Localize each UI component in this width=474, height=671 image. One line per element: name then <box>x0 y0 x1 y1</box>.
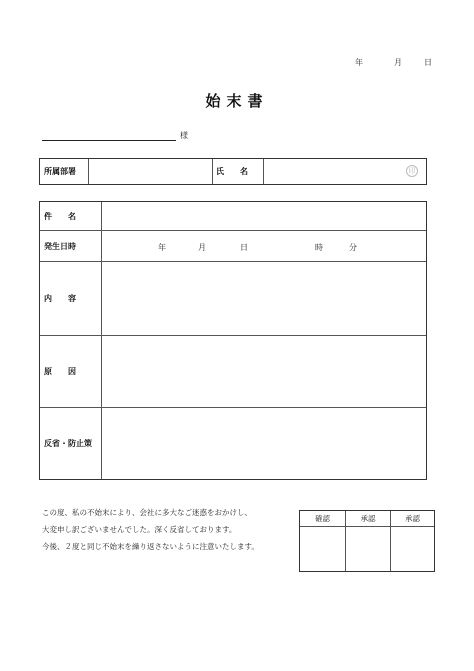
occurred-year-label: 年 <box>158 243 166 252</box>
addressee-field[interactable] <box>42 140 176 141</box>
reflection-field[interactable] <box>102 408 426 479</box>
occurred-month-label: 月 <box>198 243 206 252</box>
reflection-label <box>44 408 100 479</box>
cause-field[interactable] <box>102 336 426 407</box>
addressee-suffix: 様 <box>180 131 188 140</box>
approval-stamp-confirm[interactable] <box>300 527 345 571</box>
name-field[interactable] <box>264 159 426 184</box>
name-label <box>216 159 260 184</box>
report-table <box>39 201 427 480</box>
approval-header-approve-2: 承認 <box>405 514 420 523</box>
approval-stamp-approve-1[interactable] <box>346 527 390 571</box>
name-label-text: 氏 名 <box>216 167 248 176</box>
occurred-label-text: 発生日時 <box>44 241 76 251</box>
occurred-field[interactable] <box>102 231 426 261</box>
cause-label <box>44 336 98 407</box>
reflection-label-text: 反省・防止策 <box>44 439 92 448</box>
details-label-text: 内 容 <box>44 294 76 303</box>
info-row-table <box>39 158 427 185</box>
occurred-day-label: 日 <box>240 243 248 252</box>
occurred-minute-label: 分 <box>349 243 357 252</box>
date-year-label: 年 <box>355 58 363 67</box>
department-label <box>44 159 94 184</box>
approval-stamp-approve-2[interactable] <box>391 527 434 571</box>
subject-label-text: 件 名 <box>44 211 76 221</box>
closing-line-3: 今後、２度と同じ不始末を繰り返さないように注意いたします。 <box>42 542 259 551</box>
occurred-label <box>44 231 98 261</box>
approval-table <box>299 510 435 572</box>
department-label-text: 所属部署 <box>44 167 76 176</box>
date-month-label: 月 <box>394 58 402 67</box>
document-title: 始末書 <box>205 92 269 110</box>
details-label <box>44 262 98 335</box>
closing-line-2: 大変申し訳ございませんでした。深く反省しております。 <box>42 525 237 534</box>
subject-field[interactable] <box>102 202 426 230</box>
details-field[interactable] <box>102 262 426 335</box>
cause-label-text: 原 因 <box>44 367 76 376</box>
approval-header-confirm: 確認 <box>315 514 330 523</box>
seal-icon: 印 <box>406 165 418 177</box>
approval-header-approve-1: 承認 <box>360 514 376 523</box>
department-field[interactable] <box>89 159 211 184</box>
subject-label <box>44 202 98 230</box>
date-day-label: 日 <box>424 58 432 67</box>
closing-line-1: この度、私の不始末により、会社に多大なご迷惑をおかけし、 <box>42 508 252 517</box>
divider <box>212 159 213 184</box>
occurred-hour-label: 時 <box>315 243 323 252</box>
